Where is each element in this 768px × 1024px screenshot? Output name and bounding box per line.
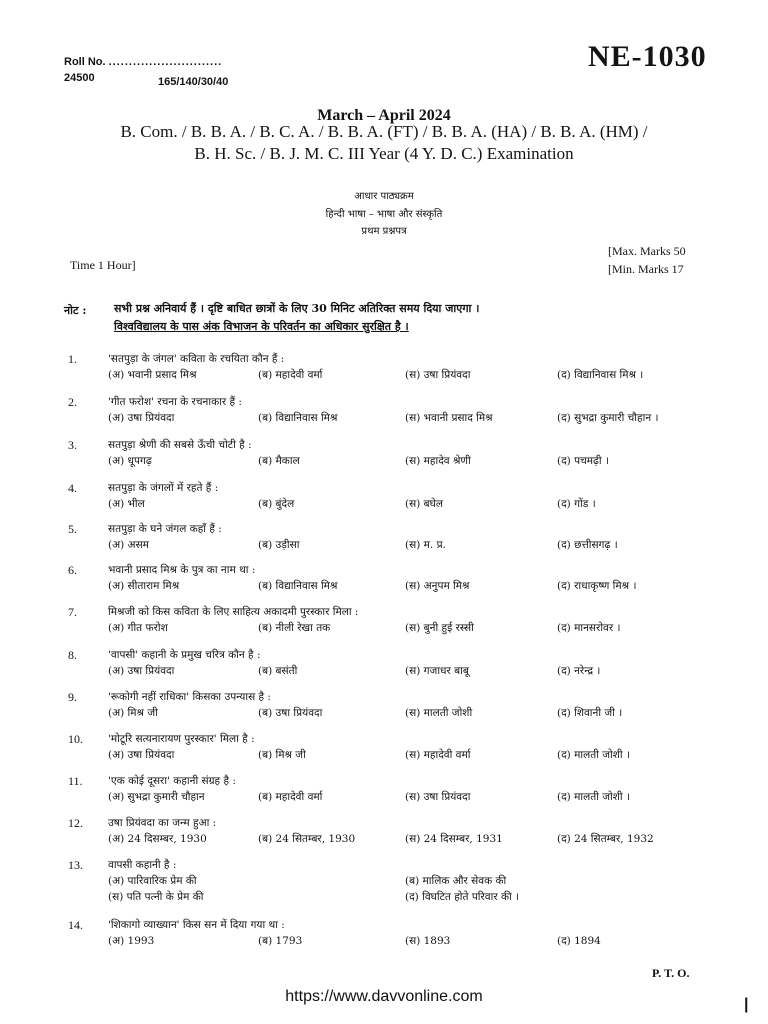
please-turn-over: P. T. O. bbox=[652, 966, 690, 980]
roll-number bbox=[64, 56, 222, 68]
option-d: (द) 1894 bbox=[557, 935, 601, 947]
option-a: (अ) उषा प्रियंवदा bbox=[108, 412, 175, 424]
time-allowed: Time 1 Hour] bbox=[70, 258, 136, 272]
question-text: उषा प्रियंवदा का जन्म हुआ : bbox=[108, 817, 217, 829]
option-b: (ब) 1793 bbox=[258, 935, 303, 947]
option-b: (ब) विद्यानिवास मिश्र bbox=[258, 580, 338, 592]
course-line-2: B. H. Sc. / B. J. M. C. III Year (4 Y. D. C.) Examination bbox=[194, 144, 574, 163]
option-c: (स) पति पत्नी के प्रेम की bbox=[108, 891, 204, 903]
option-c: (स) बघेल bbox=[405, 498, 443, 510]
option-c: (स) 1893 bbox=[405, 935, 451, 947]
question-text: 'एक कोई दूसरा' कहानी संग्रह है : bbox=[108, 775, 236, 787]
option-a: (अ) मिश्र जी bbox=[108, 707, 158, 719]
question-text: सतपुड़ा श्रेणी की सबसे ऊँची चोटी है : bbox=[108, 439, 252, 451]
question bbox=[0, 816, 768, 856]
option-d: (द) पचमढ़ी । bbox=[557, 455, 609, 467]
question bbox=[0, 732, 768, 772]
question-number: 4. bbox=[68, 481, 77, 495]
option-a: (अ) 1993 bbox=[108, 935, 155, 947]
question bbox=[0, 563, 768, 603]
option-a: (अ) पारिवारिक प्रेम की bbox=[108, 875, 197, 887]
option-c: (स) महादेव श्रेणी bbox=[405, 455, 471, 467]
question-number: 3. bbox=[68, 438, 77, 452]
option-c: (स) मालती जोशी bbox=[405, 707, 473, 719]
option-c: (स) भवानी प्रसाद मिश्र bbox=[405, 412, 493, 424]
question-number: 6. bbox=[68, 563, 77, 577]
option-d: (द) नरेन्द्र । bbox=[557, 665, 601, 677]
option-c: (स) महादेवी वर्मा bbox=[405, 749, 471, 761]
option-d: (द) छत्तीसगढ़ । bbox=[557, 539, 618, 551]
option-c: (स) उषा प्रियंवदा bbox=[405, 369, 471, 381]
option-a: (अ) भील bbox=[108, 498, 145, 510]
question-text: सतपुड़ा के जंगलों में रहते हैं : bbox=[108, 482, 219, 494]
question-number: 5. bbox=[68, 522, 77, 536]
option-b: (ब) बुंदेल bbox=[258, 498, 295, 510]
option-b: (ब) मैकाल bbox=[258, 455, 300, 467]
paper-serial-code: 24500 bbox=[64, 72, 95, 84]
question-text: 'गीत फरोश' रचना के रचनाकार हैं : bbox=[108, 396, 242, 408]
question-text: वापसी कहानी है : bbox=[108, 859, 177, 871]
option-d: (द) विद्यानिवास मिश्र । bbox=[557, 369, 644, 381]
option-b: (ब) 24 सितम्बर, 1930 bbox=[258, 833, 356, 845]
question-text: मिश्रजी को किस कविता के लिए साहित्य अकादमी पुरस्कार मिला : bbox=[108, 606, 359, 618]
question bbox=[0, 522, 768, 562]
option-b: (ब) महादेवी वर्मा bbox=[258, 791, 323, 803]
question bbox=[0, 774, 768, 814]
course-line-1: B. Com. / B. B. A. / B. C. A. / B. B. A. (FT) / B. B. A. (HA) / B. B. A. (HM) / bbox=[120, 122, 648, 141]
note-line-1: सभी प्रश्न अनिवार्य हैं । दृष्टि बाधित छात्रों के लिए 30 मिनिट अतिरिक्त समय दिया जाएगा । bbox=[114, 302, 480, 315]
question-text: भवानी प्रसाद मिश्र के पुत्र का नाम था : bbox=[108, 564, 256, 576]
option-b: (ब) मालिक और सेवक की bbox=[405, 875, 507, 887]
option-a: (अ) भवानी प्रसाद मिश्र bbox=[108, 369, 197, 381]
option-a: (अ) गीत फरोश bbox=[108, 622, 168, 634]
option-b: (ब) विद्यानिवास मिश्र bbox=[258, 412, 338, 424]
option-d: (द) गोंड । bbox=[557, 498, 596, 510]
question-text: 'रूकोगी नहीं राधिका' किसका उपन्यास है : bbox=[108, 691, 271, 703]
option-b: (ब) महादेवी वर्मा bbox=[258, 369, 323, 381]
option-d: (द) मालती जोशी । bbox=[557, 791, 630, 803]
option-c: (स) गजाधर बाबू bbox=[405, 665, 469, 677]
option-a: (अ) उषा प्रियंवदा bbox=[108, 665, 175, 677]
question-text: 'शिकागो व्याख्यान' किस सन में दिया गया था : bbox=[108, 919, 285, 931]
option-c: (स) 24 दिसम्बर, 1931 bbox=[405, 833, 503, 845]
question-number: 1. bbox=[68, 352, 77, 366]
option-a: (अ) उषा प्रियंवदा bbox=[108, 749, 175, 761]
subject-title: आधार पाठ्यक्रम bbox=[354, 191, 414, 202]
option-d: (द) मानसरोवर । bbox=[557, 622, 621, 634]
option-a: (अ) 24 दिसम्बर, 1930 bbox=[108, 833, 207, 845]
option-b: (ब) बसंती bbox=[258, 665, 298, 677]
option-d: (द) राधाकृष्ण मिश्र । bbox=[557, 580, 637, 592]
option-d: (द) मालती जोशी । bbox=[557, 749, 630, 761]
question-text: सतपुड़ा के घने जंगल कहाँ हैं : bbox=[108, 523, 222, 535]
question bbox=[0, 648, 768, 688]
question bbox=[0, 352, 768, 392]
option-a: (अ) सुभद्रा कुमारी चौहान bbox=[108, 791, 205, 803]
question-number: 13. bbox=[68, 858, 83, 872]
option-a: (अ) धूपगढ़ bbox=[108, 455, 152, 467]
option-b: (ब) उड़ीसा bbox=[258, 539, 300, 551]
option-d: (द) विघटित होते परिवार की । bbox=[405, 891, 520, 903]
question bbox=[0, 395, 768, 435]
question-number: 2. bbox=[68, 395, 77, 409]
note-line-2: विश्वविद्यालय के पास अंक विभाजन के परिवर्तन का अधिकार सुरक्षित है । bbox=[114, 320, 409, 333]
option-d: (द) सुभद्रा कुमारी चौहान । bbox=[557, 412, 659, 424]
min-marks: [Min. Marks 17 bbox=[608, 262, 684, 276]
option-b: (ब) नीली रेखा तक bbox=[258, 622, 331, 634]
option-c: (स) म. प्र. bbox=[405, 539, 446, 551]
question bbox=[0, 605, 768, 645]
question-number: 14. bbox=[68, 918, 83, 932]
question bbox=[0, 918, 768, 958]
max-marks: [Max. Marks 50 bbox=[608, 244, 686, 258]
question-number: 9. bbox=[68, 690, 77, 704]
option-d: (द) 24 सितम्बर, 1932 bbox=[557, 833, 654, 845]
scan-edge-mark: | bbox=[744, 996, 749, 1013]
question-number: 7. bbox=[68, 605, 77, 619]
option-b: (ब) उषा प्रियंवदा bbox=[258, 707, 323, 719]
option-d: (द) शिवानी जी । bbox=[557, 707, 623, 719]
footer-url: https://www.davvonline.com bbox=[285, 988, 483, 1005]
paper-code: NE-1030 bbox=[588, 40, 707, 73]
option-c: (स) बुनी हुई रस्सी bbox=[405, 622, 474, 634]
option-c: (स) अनुपम मिश्र bbox=[405, 580, 470, 592]
option-a: (अ) असम bbox=[108, 539, 149, 551]
option-c: (स) उषा प्रियंवदा bbox=[405, 791, 471, 803]
question-text: 'सतपुड़ा के जंगल' कविता के रचयिता कौन हैं : bbox=[108, 353, 285, 365]
question-number: 10. bbox=[68, 732, 83, 746]
subject-subtitle: हिन्दी भाषा – भाषा और संस्कृति bbox=[325, 209, 443, 220]
question-text: 'वापसी' कहानी के प्रमुख चरित्र कौन है : bbox=[108, 649, 261, 661]
exam-session: March – April 2024 bbox=[317, 107, 451, 124]
question-number: 11. bbox=[68, 774, 83, 788]
question bbox=[0, 690, 768, 730]
option-b: (ब) मिश्र जी bbox=[258, 749, 306, 761]
question-number: 8. bbox=[68, 648, 77, 662]
question bbox=[0, 481, 768, 521]
question bbox=[0, 438, 768, 478]
roll-dots: ............................ bbox=[108, 56, 223, 68]
roll-label: Roll No. bbox=[64, 56, 106, 68]
question-text: 'मोटूरि सत्यनारायण पुरस्कार' मिला है : bbox=[108, 733, 255, 745]
paper-subcodes: 165/140/30/40 bbox=[158, 76, 229, 88]
paper-number: प्रथम प्रश्नपत्र bbox=[361, 226, 407, 237]
question-number: 12. bbox=[68, 816, 83, 830]
note-label: नोट : bbox=[64, 304, 87, 317]
option-a: (अ) सीताराम मिश्र bbox=[108, 580, 180, 592]
question bbox=[0, 858, 768, 910]
